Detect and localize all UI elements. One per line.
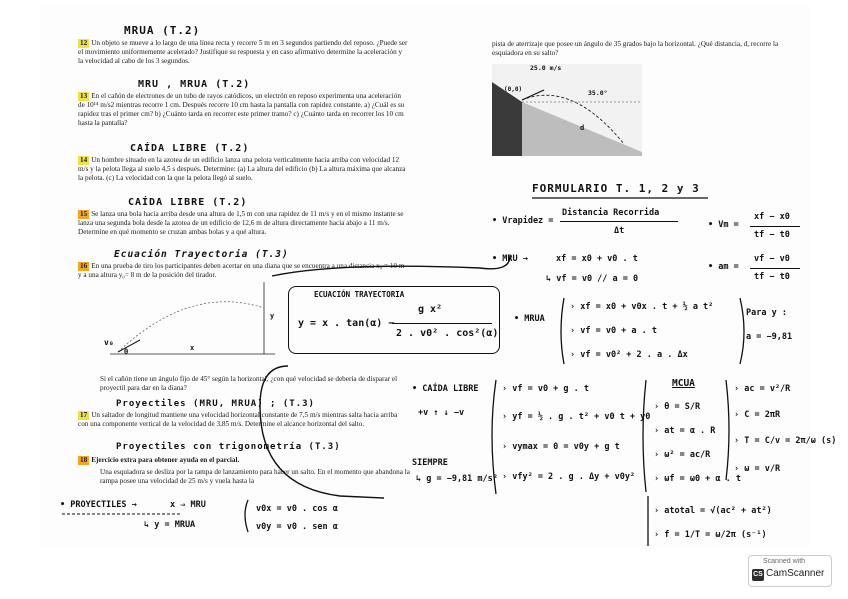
problem-text: Un hombre situado en la azotea de un edificio lanza una pelota verticalmente hacia arriba con velocidad 12 m/s y la pelota llega al suelo 4,5 s después. Determine: (a) La altura del edificio (b) La altura máxima que alcanza la pelota. (c) La velocidad con la que la pelota llegó al suelo.: [78, 156, 406, 182]
mrua-formula-3: › vf = v0² + 2 . a . Δx: [570, 350, 688, 360]
siempre-label: SIEMPRE: [412, 458, 448, 468]
scanner-name: CamScanner: [766, 568, 825, 579]
figure-distance-label: d: [580, 124, 585, 132]
mcua-3: › ω² = ac/R: [654, 450, 711, 460]
caida-libre-3: › vymax = 0 = v0y + g t: [502, 442, 620, 452]
x-label: x: [190, 344, 195, 352]
heading-mru-mrua: MRU , MRUA (T.2): [138, 79, 251, 90]
problem-text: Se lanza una bola hacia arriba desde una altura de 1,5 m con una rapidez de 11 m/s y en el mismo instante se lanza una segunda bola desde la azotea de un edificio de 12,6 m de altura directamente hacia abajo a 11 m/s. Determine en qué momento se cruzan ambas bolas y a qué altura.: [78, 210, 404, 236]
mrua-label: • MRUA: [514, 314, 545, 324]
mrua-formula-2: › vf = v0 + a . t: [570, 326, 657, 336]
proyectiles-v0y: v0y = v0 . sen α: [256, 522, 338, 532]
mru-formula-1: xf = x0 + v0 . t: [556, 254, 638, 264]
g-value: ↳ g = −9,81 m/s²: [416, 474, 498, 484]
figure-angle: 35.0°: [588, 89, 608, 97]
problem-18-continuation: pista de aterrizaje que posee un ángulo de 35 grados bajo la horizontal. ¿Qué distancia, d, recorre la esquiadora en su salto?: [492, 40, 779, 57]
heading-caida-libre: CAÍDA LIBRE (T.2): [130, 143, 250, 154]
mcua-4: › ωf = ω0 + α . t: [654, 474, 741, 484]
trajectory-lhs: y = x . tan(α) −: [298, 318, 395, 329]
theta-label: θ: [124, 348, 129, 356]
trajectory-den: 2 . v0² . cos²(α): [396, 328, 499, 339]
problem-number: 14: [80, 156, 88, 164]
problem-text: Ejercicio extra para obtener ayuda en el parcial.: [91, 456, 240, 464]
proyectiles-x: x ⇒ MRU: [170, 500, 206, 510]
problem-text: En el cañón de electrones de un tubo de rayos catódicos, un electrón en reposo experimenta una aceleración de 10¹⁴ m/s2 mientras recorre 1 cm. Después recorre 10 cm hasta la pantalla con rapidez constante. a) ¿Cuál es su rapidez tras el primer cm? b) ¿Cuánto tarda en recorrer este primer tramo? c) ¿Cuánto tarda en recorrer los 10 cm hasta la pantalla?: [78, 92, 405, 127]
heading-caida-libre-2: CAÍDA LIBRE (T.2): [128, 197, 248, 208]
y-label: y: [270, 312, 275, 320]
figure-origin: (0,0): [504, 86, 523, 93]
am-den: tf − t0: [754, 272, 790, 282]
a-total: › atotal = √(ac² + at²): [654, 506, 772, 516]
problem-16-question: Si el cañón tiene un ángulo fijo de 45° según la horizontal, ¿con qué velocidad se debería de disparar el proyectil para dar en la diana?: [100, 375, 398, 392]
mcua-title: MCUA: [672, 378, 695, 389]
mru-formula-2: ↳ vf = v0 // a = 0: [546, 274, 639, 284]
problem-number: 17: [80, 411, 88, 419]
mcu-2: › C = 2πR: [734, 410, 781, 420]
rapidez-num: Distancia Recorrida: [562, 208, 660, 218]
problem-number: 12: [80, 39, 88, 47]
problem-text: Un objeto se mueve a lo largo de una línea recta y recorre 5 m en 3 segundos partiendo del reposo. ¿Puede ser el movimiento uniformemente acelerado? Justifique su respuesta y en caso afirmativo determine la aceleración y la velocidad al cabo de los 3 segundos.: [78, 39, 408, 65]
heading-proyectiles: Proyectiles (MRU, MRUA) ; (T.3): [116, 399, 315, 409]
caida-libre-label: • CAÍDA LIBRE: [412, 384, 479, 394]
am-lhs: • am =: [708, 262, 739, 272]
problem-number: 15: [80, 210, 88, 218]
proyectiles-v0x: v0x = v0 . cos α: [256, 504, 338, 514]
proyectiles-label: • PROYECTILES →: [60, 500, 137, 510]
a-value: a = −9,81: [746, 332, 793, 342]
caida-libre-2: › yf = ½ . g . t² + v0 t + y0: [502, 412, 651, 422]
mcua-1: › θ = S/R: [654, 402, 701, 412]
mru-label: • MRU →: [492, 254, 528, 264]
para-y: Para y :: [746, 308, 787, 318]
heading-proyectiles-trig: Proyectiles con trigonometría (T.3): [116, 442, 341, 452]
problem-text: En una prueba de tiro los participantes deben acertar en una diana que se encuentra a una distancia x₀ = 10 m y a una altura y₀= 8 m de la posición del tirador.: [78, 262, 405, 279]
caida-libre-signs: +v ↑ ↓ −v: [418, 408, 465, 418]
mrua-formula-1: › xf = x0 + v0x . t + ½ a t²: [570, 302, 714, 312]
trajectory-num: g x²: [418, 304, 443, 315]
vm-num: xf − x0: [754, 212, 790, 222]
camscanner-watermark: [748, 555, 832, 587]
handwritten-strokes: [40, 6, 810, 546]
mcu-1: › ac = v²/R: [734, 384, 791, 394]
scanner-top-text: Scanned with: [763, 558, 806, 565]
heading-mrua: MRUA (T.2): [124, 24, 201, 37]
v0-label: v₀: [104, 338, 114, 347]
caida-libre-4: › vfy² = 2 . g . Δy + v0y²: [502, 472, 636, 482]
rapidez-den: Δt: [614, 226, 625, 236]
frequency: › f = 1/T = ω/2π (s⁻¹): [654, 530, 767, 540]
vm-den: tf − t0: [754, 230, 790, 240]
formulario-title: FORMULARIO T. 1, 2 y 3: [532, 182, 700, 195]
document-page: [40, 6, 837, 546]
problem-number: 16: [80, 262, 88, 270]
problem-text: Un saltador de longitud mantiene una velocidad horizontal constante de 7,5 m/s mientras salta hacia arriba con una componente vertical de la velocidad de 3,85 m/s. Determine el alcance horizontal del salto.: [78, 411, 398, 428]
figure-speed: 25.0 m/s: [530, 64, 562, 72]
problem-number: 13: [80, 92, 88, 100]
mcua-2: › at = α . R: [654, 426, 716, 436]
proyectiles-y: ↳ y = MRUA: [144, 520, 196, 530]
problem-18-text: Una esquiadora se desliza por la rampa de lanzamiento para hacer un salto. En el momento que abandona la rampa posee una velocidad de 25 m/s y vuela hasta la: [100, 468, 410, 485]
trajectory-title: ECUACIÓN TRAYECTORIA: [314, 290, 405, 299]
rapidez-lhs: • Vrapidez =: [492, 216, 554, 226]
problem-number: 18: [80, 456, 88, 464]
caida-libre-1: › vf = v0 + g . t: [502, 384, 589, 394]
mcu-4: › ω = v/R: [734, 464, 781, 474]
am-num: vf − v0: [754, 254, 790, 264]
mcu-3: › T = C/v = 2π/ω (s): [734, 436, 837, 446]
camscanner-logo-icon: CS: [752, 569, 764, 581]
vm-lhs: • Vm =: [708, 220, 739, 230]
heading-ecuacion-trayectoria: Ecuación Trayectoria (T.3): [114, 249, 289, 260]
